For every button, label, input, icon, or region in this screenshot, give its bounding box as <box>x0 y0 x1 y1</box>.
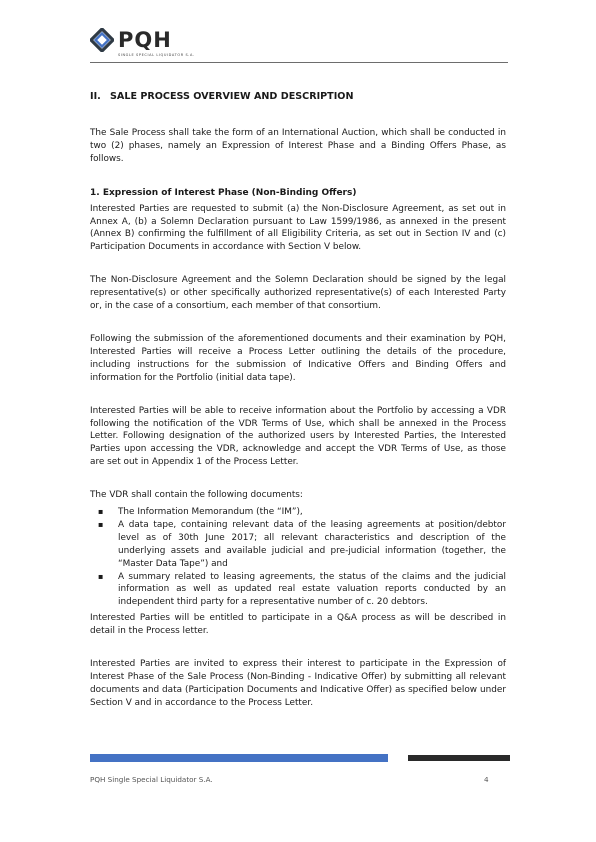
list-item: ▪ A summary related to leasing agreements, the status of the claims and the judicial information as well as updated real estate valuation reports conducted by an independent third party for a representative number of c. 20 debtors. <box>90 571 506 610</box>
page-number: 4 <box>484 775 489 784</box>
intro-paragraph: The Sale Process shall take the form of an International Auction, which shall be conducted in two (2) phases, namely an Expression of Interest Phase and a Binding Offers Phase, as follows. <box>90 128 506 164</box>
section-title: SALE PROCESS OVERVIEW AND DESCRIPTION <box>110 91 354 102</box>
footer-bar-dark <box>408 755 510 761</box>
footer-bar-blue <box>90 754 388 762</box>
logo-wordmark: PQH <box>118 28 172 52</box>
paragraph-qa: Interested Parties will be entitled to participate in a Q&A process as will be described in detail in the Process letter. <box>90 613 506 637</box>
logo-subtitle: SINGLE SPECIAL LIQUIDATOR S.A. <box>118 53 195 57</box>
vdr-document-list <box>90 506 506 609</box>
list-item: ▪ The Information Memorandum (the “IM”), <box>90 506 506 519</box>
paragraph-closing: Interested Parties are invited to express their interest to participate in the Expression of Interest Phase of the Sale Process (Non-Binding - Indicative Offer) by submitting all relevant documents and data (Participation Documents and Indicative Offer) as specified below under Section V and in accordance to the Process Letter. <box>90 659 506 708</box>
section-number: II. <box>90 91 101 102</box>
paragraph-vdr-contents: The VDR shall contain the following documents: <box>90 490 303 501</box>
list-item: ▪ A data tape, containing relevant data of the leasing agreements at position/debtor level as of 30th June 2017; all relevant characteristics and description of the underlying assets and available judicial and pre-judicial information (together, the “Master Data Tape”) and <box>90 519 506 571</box>
subsection-heading: 1. Expression of Interest Phase (Non-Binding Offers) <box>90 187 357 198</box>
header-divider <box>90 62 508 63</box>
footer-company: PQH Single Special Liquidator S.A. <box>90 775 213 784</box>
pqh-logo-icon <box>90 28 114 52</box>
paragraph-vdr-access: Interested Parties will be able to receive information about the Portfolio by accessing a VDR following the notification of the VDR Terms of Use, which shall be annexed in the Process Letter. Following designation of the authorized users by Interested Parties, the Interested Parties upon accessing the VDR, acknowledge and accept the VDR Terms of Use, as those are set out in Appendix 1 of the Process Letter. <box>90 405 506 468</box>
paragraph-submission: Interested Parties are requested to submit (a) the Non-Disclosure Agreement, as set out in Annex A, (b) a Solemn Declaration pursuant to Law 1599/1986, as annexed in the present (Annex B) confirming the fulfillment of all Eligibility Criteria, as set out in Section IV and (c) Participation Documents in accordance with Section V below. <box>90 203 506 253</box>
document-body <box>90 91 506 710</box>
company-logo <box>90 28 250 60</box>
paragraph-signature: The Non-Disclosure Agreement and the Solemn Declaration should be signed by the legal representative(s) or other specifically authorized representative(s) of each Interested Party or, in the case of a consortium, each member of that consortium. <box>90 275 506 312</box>
paragraph-process-letter: Following the submission of the aforementioned documents and their examination by PQH, Interested Parties will receive a Process Letter outlining the details of the procedure, including instructions for the submission of Indicative Offers and Binding Offers and information for the Portfolio (initial data tape). <box>90 333 506 383</box>
section-heading <box>90 91 506 103</box>
